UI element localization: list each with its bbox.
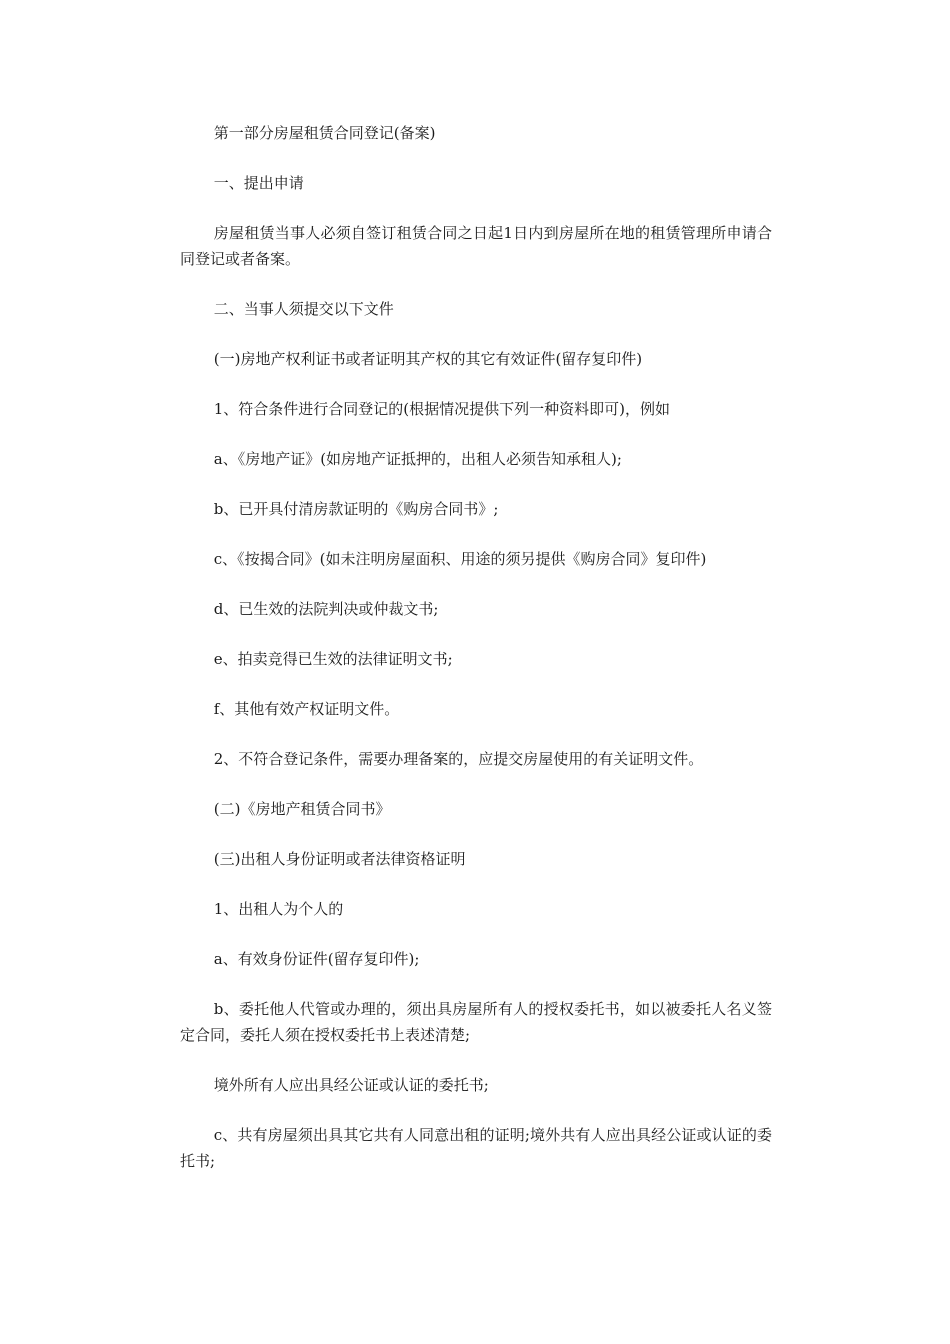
subheading-lessor-identity: (三)出租人身份证明或者法律资格证明 — [213, 850, 466, 868]
list-item-court-judgment: d、已生效的法院判决或仲裁文书; — [213, 600, 439, 618]
paragraph-overseas-owner: 境外所有人应出具经公证或认证的委托书; — [213, 1076, 489, 1094]
list-item-individual-lessor: 1、出租人为个人的 — [213, 900, 344, 918]
heading-submit-application: 一、提出申请 — [213, 174, 304, 192]
list-item-id-document: a、有效身份证件(留存复印件); — [213, 950, 420, 968]
subheading-property-certificate: (一)房地产权利证书或者证明其产权的其它有效证件(留存复印件) — [213, 350, 643, 368]
list-item-other-proof: f、其他有效产权证明文件。 — [213, 700, 400, 718]
list-item-mortgage-contract: c、《按揭合同》(如未注明房屋面积、用途的须另提供《购房合同》复印件) — [213, 550, 707, 568]
section-title: 第一部分房屋租赁合同登记(备案) — [213, 124, 436, 142]
list-item-power-of-attorney: b、委托他人代管或办理的，须出具房屋所有人的授权委托书，如以被委托人名义签定合同，委托人须在授权委托书上表述清楚; — [180, 1000, 772, 1044]
list-item-property-cert: a、《房地产证》(如房地产证抵押的，出租人必须告知承租人); — [213, 450, 622, 468]
list-item-auction-document: e、拍卖竞得已生效的法律证明文书; — [213, 650, 453, 668]
document-body — [180, 120, 772, 1198]
heading-required-documents: 二、当事人须提交以下文件 — [213, 300, 394, 318]
list-item-co-owner-consent: c、共有房屋须出具其它共有人同意出租的证明;境外共有人应出具经公证或认证的委托书; — [180, 1126, 772, 1170]
list-item-registration-eligible: 1、符合条件进行合同登记的(根据情况提供下列一种资料即可)，例如 — [213, 400, 671, 418]
subheading-lease-contract: (二)《房地产租赁合同书》 — [213, 800, 391, 818]
list-item-filing-case: 2、不符合登记条件，需要办理备案的，应提交房屋使用的有关证明文件。 — [213, 750, 704, 768]
paragraph-application-deadline: 房屋租赁当事人必须自签订租赁合同之日起1日内到房屋所在地的租赁管理所申请合同登记或者备案。 — [180, 224, 772, 268]
list-item-purchase-contract: b、已开具付清房款证明的《购房合同书》; — [213, 500, 499, 518]
